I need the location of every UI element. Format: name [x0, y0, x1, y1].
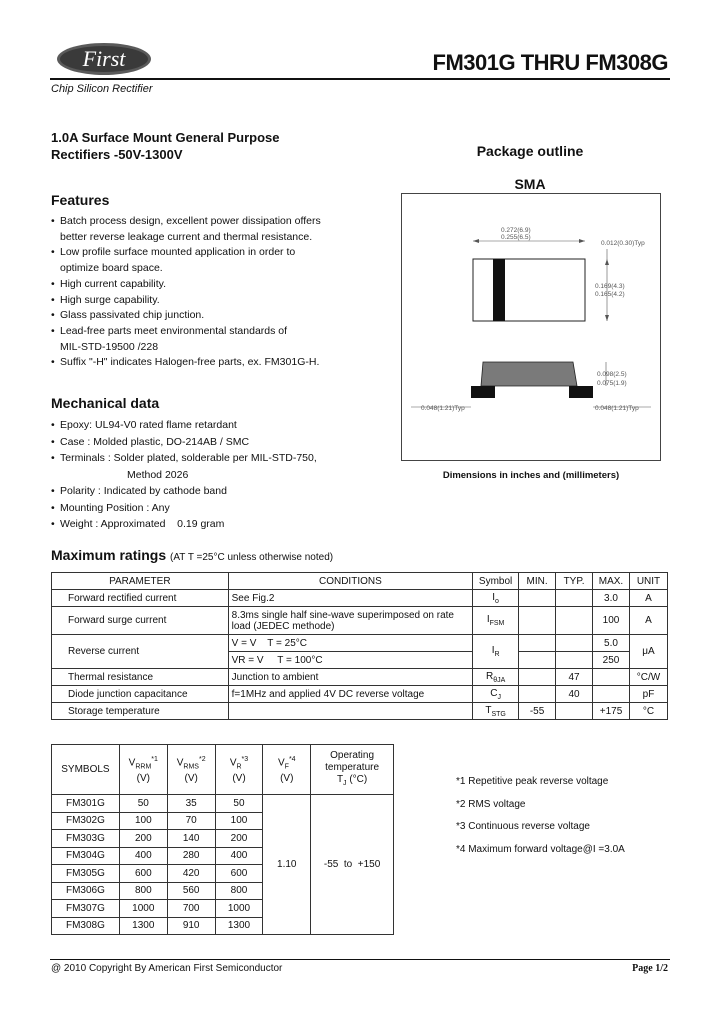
mechanical-item: • Polarity : Indicated by cathode band: [51, 485, 227, 497]
table-row: FM308G 1300 910 1300: [52, 917, 394, 935]
operating-temp-value: -55 to +150: [311, 795, 394, 935]
page-number: Page 1/2: [632, 963, 668, 974]
table-row: Forward surge current 8.3ms single half sine-wave superimposed on rate load (JEDEC methode) $I_{FSM}$ 100 A: [52, 607, 668, 635]
feature-item: • High surge capability.: [51, 293, 160, 306]
dim-height-1: 0.169(4.3): [595, 283, 625, 290]
table-row: FM303G 200 140 200: [52, 830, 394, 848]
package-caption: Dimensions in inches and (millimeters): [442, 470, 620, 481]
table-row: FM302G 100 70 100: [52, 812, 394, 830]
package-outline-drawing: [401, 193, 661, 461]
table-row: VR = V T = 100°C 250: [52, 652, 668, 669]
col-header: $V_R^{*3}$ (V): [215, 745, 263, 795]
col-header: $V_{RRM}^{*1}$ (V): [119, 745, 167, 795]
dim-side-1: 0.098(2.5): [597, 371, 627, 378]
left-lead: [471, 386, 495, 398]
col-header: TYP.: [556, 573, 593, 590]
table-row: Storage temperature $T_{STG}$ -55 +175 °C: [52, 703, 668, 720]
right-lead: [569, 386, 593, 398]
max-ratings-note: (AT T =25°C unless otherwise noted): [170, 552, 334, 563]
cathode-band: [493, 259, 505, 321]
col-header: CONDITIONS: [228, 573, 472, 590]
footnote: *3 Continuous reverse voltage: [456, 821, 590, 832]
table-row: Thermal resistance Junction to ambient $R_{\theta JA}$ 47 °C/W: [52, 669, 668, 686]
document-title: FM301G THRU FM308G: [432, 50, 668, 75]
col-header: UNIT: [629, 573, 667, 590]
table-header-row: [52, 573, 668, 590]
feature-item: • Low profile surface mounted application in order to: [51, 246, 296, 259]
table-row: FM306G 800 560 800: [52, 882, 394, 900]
top-view-body: [473, 259, 585, 321]
table-row: FM307G 1000 700 1000: [52, 900, 394, 918]
feature-item: • High current capability.: [51, 277, 167, 290]
features-title: Features: [51, 192, 110, 208]
feature-item: • Suffix "-H" indicates Halogen-free parts, ex. FM301G-H.: [51, 356, 320, 369]
feature-item: MIL-STD-19500 /228: [60, 340, 159, 353]
footnote: *4 Maximum forward voltage@I =3.0A: [456, 843, 625, 855]
dim-top-width-1: 0.272(6.9): [501, 227, 531, 234]
table-row: Diode junction capacitance f=1MHz and applied 4V DC reverse voltage $C_J$ 40 pF: [52, 686, 668, 703]
table-row: Reverse current V = V T = 25°C $I_R$ 5.0 μA: [52, 635, 668, 652]
feature-item: • Batch process design, excellent power dissipation offers: [51, 215, 321, 227]
features-list: [51, 214, 321, 371]
col-header: Operating temperature $T_J$ (°C): [311, 745, 394, 795]
table-header-row: [52, 745, 394, 795]
col-header: PARAMETER: [52, 573, 229, 590]
footnote: *1 Repetitive peak reverse voltage: [456, 776, 609, 787]
feature-item: • Glass passivated chip junction.: [51, 309, 205, 322]
mechanical-data-title: Mechanical data: [51, 395, 160, 411]
header-divider: [50, 78, 670, 80]
table-row: FM304G 400 280 400: [52, 847, 394, 865]
product-heading-line-2: Rectifiers -50V-1300V: [51, 147, 183, 162]
package-outline-title: Package outline: [476, 143, 584, 159]
mechanical-item: • Epoxy: UL94-V0 rated flame retardant: [51, 419, 237, 431]
company-logo: [56, 41, 152, 77]
col-header: $V_{RMS}^{*2}$ (V): [167, 745, 215, 795]
dim-right-top: 0.012(0.30)Typ: [601, 240, 645, 247]
mechanical-item: • Terminals : Solder plated, solderable per MIL-STD-750,: [51, 452, 317, 464]
footnote: *2 RMS voltage: [456, 798, 526, 810]
feature-item: optimize board space.: [60, 262, 163, 275]
mechanical-item: Method 2026: [127, 468, 189, 481]
table-row: FM305G 600 420 600: [52, 865, 394, 883]
feature-item: better reverse leakage current and thermal resistance.: [60, 230, 313, 243]
dim-top-width-2: 0.255(6.5): [501, 234, 531, 241]
package-name: SMA: [514, 176, 546, 192]
max-ratings-title: Maximum ratings (AT T =25°C unless otherwise noted): [51, 547, 334, 563]
document-subtitle: Chip Silicon Rectifier: [51, 83, 153, 95]
dim-lead-right: 0.048(1.21)Typ: [595, 405, 639, 412]
footer-divider: [50, 959, 670, 960]
max-ratings-table: [51, 572, 668, 720]
mechanical-item: • Case : Molded plastic, DO-214AB / SMC: [51, 435, 250, 448]
table-row: Forward rectified current See Fig.2 $I_o$ 3.0 A: [52, 590, 668, 607]
copyright-text: @ 2010 Copyright By American First Semiconductor: [51, 963, 283, 974]
part-voltage-table: [51, 744, 394, 935]
vf-value: 1.10: [263, 795, 311, 935]
product-heading-line-1: 1.0A Surface Mount General Purpose: [51, 130, 280, 145]
side-view-body: [481, 362, 577, 386]
col-header: $V_F^{*4}$ (V): [263, 745, 311, 795]
feature-item: • Lead-free parts meet environmental standards of: [51, 324, 288, 337]
col-header: MIN.: [519, 573, 556, 590]
mechanical-data-list: [51, 417, 317, 533]
logo-text: First: [82, 46, 126, 71]
footnotes: [456, 771, 625, 861]
mechanical-item: • Mounting Position : Any: [51, 501, 170, 514]
col-header: SYMBOLS: [52, 745, 120, 795]
dim-height-2: 0.165(4.2): [595, 291, 625, 298]
dim-side-2: 0.075(1.9): [597, 380, 627, 387]
dim-lead-left: 0.048(1.21)Typ: [421, 405, 465, 412]
mechanical-item: • Weight : Approximated 0.19 gram: [51, 518, 225, 530]
col-header: MAX.: [593, 573, 630, 590]
table-row: FM301G 50 35 50 1.10 -55 to +150: [52, 795, 394, 813]
col-header: Symbol: [473, 573, 519, 590]
